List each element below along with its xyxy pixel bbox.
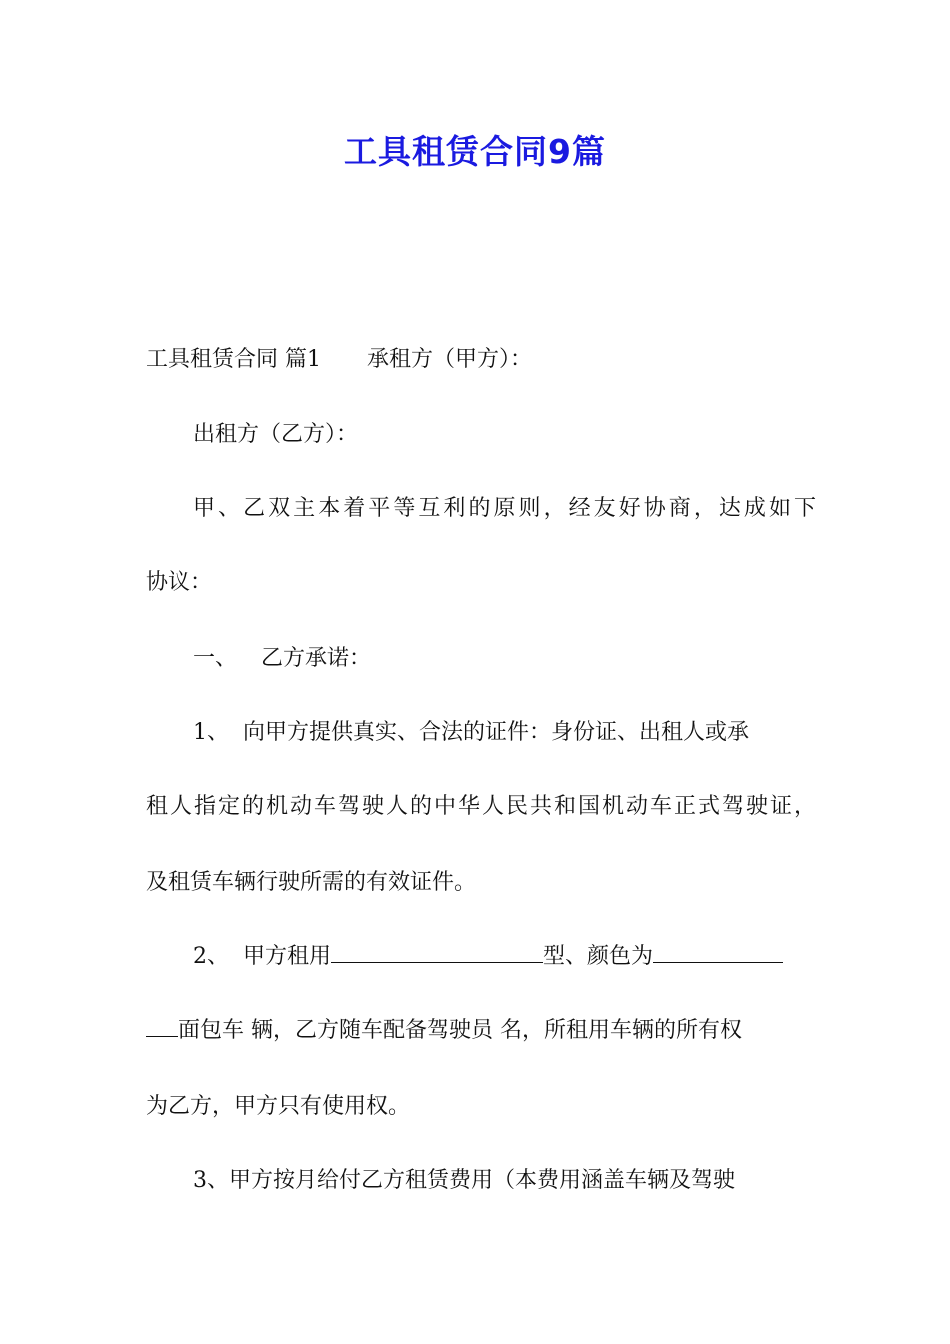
paragraph-line-12: 3、甲方按月给付乙方租赁费用（本费用涵盖车辆及驾驶	[193, 1168, 735, 1193]
paragraph-line-7: 租人指定的机动车驾驶人的中华人民共和国机动车正式驾驶证，	[146, 794, 816, 819]
section-heading: 工具租赁合同 篇1	[146, 347, 321, 372]
item-text: 甲方租用	[243, 944, 332, 969]
clause-title: 乙方承诺：	[261, 646, 372, 671]
paragraph-line-6	[193, 716, 816, 750]
item-number: 2、	[193, 944, 229, 969]
paragraph-line-9	[193, 940, 816, 974]
lessee-label: 承租方（甲方）：	[367, 347, 533, 372]
item-number: 1、	[193, 720, 229, 745]
lessor-label: 出租方（乙方）：	[193, 422, 359, 447]
color-blank-field[interactable]	[653, 940, 783, 963]
item-text: 面包车 辆，乙方随车配备驾驶员 名，所租用车辆的所有权	[178, 1018, 742, 1043]
paragraph-line-10	[146, 1014, 816, 1048]
color-blank-field-cont[interactable]	[146, 1014, 178, 1037]
paragraph-line-11: 为乙方，甲方只有使用权。	[146, 1094, 411, 1119]
paragraph-line-8: 及租赁车辆行驶所需的有效证件。	[146, 870, 477, 895]
clause-number: 一、	[193, 646, 238, 671]
clause-heading-1	[193, 642, 816, 676]
model-blank-field[interactable]	[331, 940, 543, 963]
document-title: 工具租赁合同9篇	[344, 132, 606, 171]
paragraph-line-3: 甲、乙双主本着平等互利的原则，经友好协商，达成如下	[193, 496, 816, 521]
item-text: 向甲方提供真实、合法的证件：身份证、出租人或承	[243, 720, 750, 745]
item-text: 型、颜色为	[543, 944, 654, 969]
paragraph-line-1	[146, 343, 816, 377]
paragraph-line-4: 协议：	[146, 570, 213, 595]
